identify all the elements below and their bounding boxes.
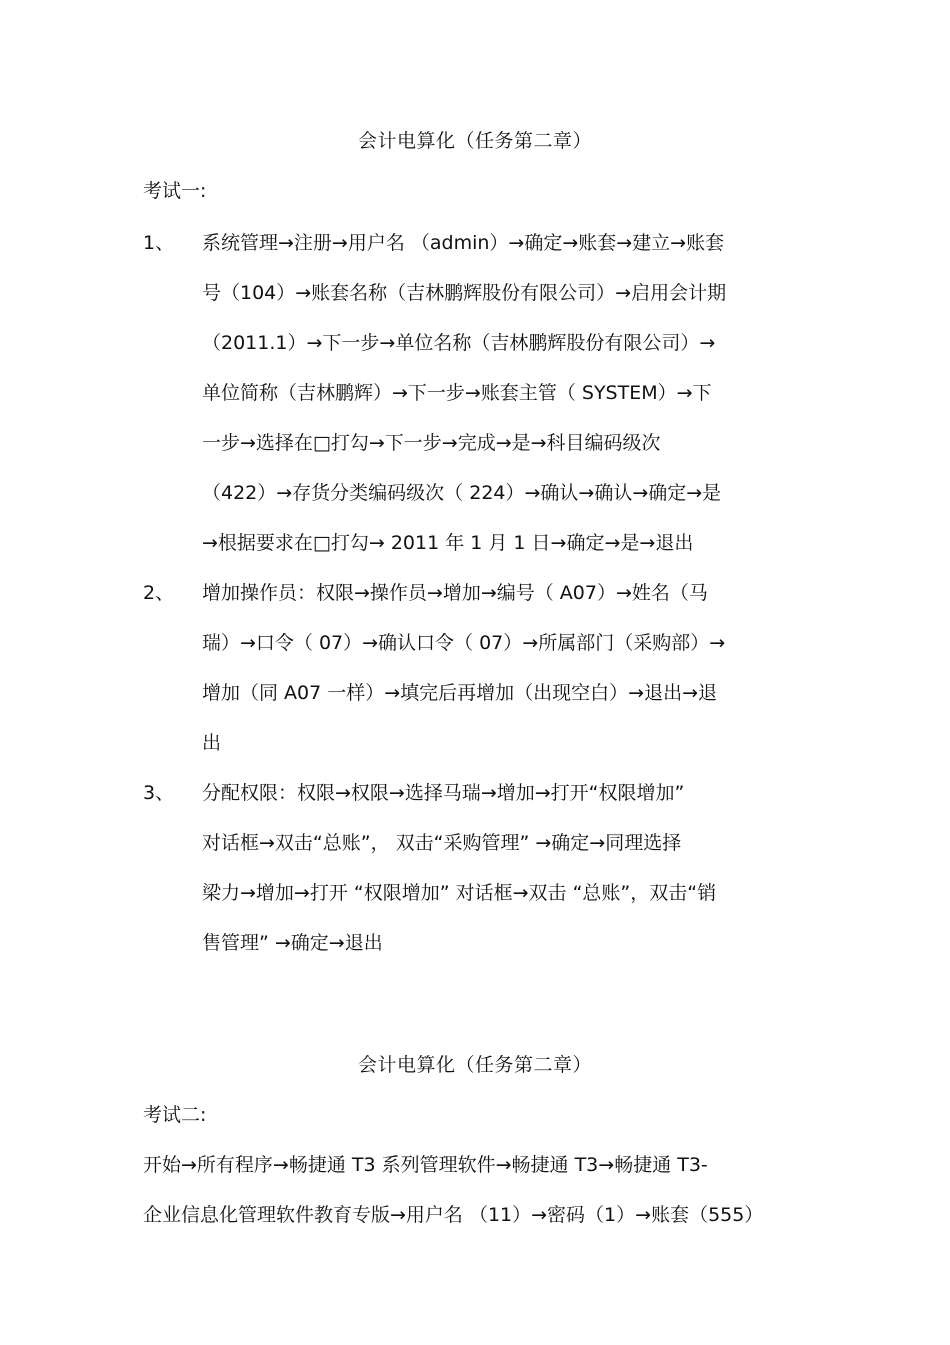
text-line: 梁力→增加→打开 “权限增加” 对话框→双击 “总账”，双击“销 [202, 882, 717, 904]
list-item-number: 3、 [143, 782, 175, 804]
text-line: →根据要求在□打勾→ 2011 年 1 月 1 日→确定→是→退出 [202, 532, 694, 554]
list-item-text [202, 218, 812, 568]
text-line: 系统管理→注册→用户名 （admin）→确定→账套→建立→账套 [202, 232, 725, 254]
list-item-text [202, 568, 812, 768]
text-line: 企业信息化管理软件教育专版→用户名 （11）→密码（1）→账套（555） [143, 1204, 764, 1226]
text-line: 单位简称（吉林鹏辉）→下一步→账套主管（ SYSTEM）→下 [202, 382, 712, 404]
section1-heading: 考试一: [143, 180, 207, 202]
text-line: 开始→所有程序→畅捷通 T3 系列管理软件→畅捷通 T3→畅捷通 T3- [143, 1154, 708, 1176]
section2-paragraph [143, 1140, 813, 1240]
text-line: 分配权限：权限→权限→选择马瑞→增加→打开“权限增加” [202, 782, 685, 804]
section2-heading: 考试二: [143, 1104, 207, 1126]
list-item-number: 2、 [143, 582, 175, 604]
list-item-number: 1、 [143, 232, 175, 254]
text-line: 号（104）→账套名称（吉林鹏辉股份有限公司）→启用会计期 [202, 282, 727, 304]
text-line: 增加操作员：权限→操作员→增加→编号（ A07）→姓名（马 [202, 582, 708, 604]
text-line: 对话框→双击“总账”， 双击“采购管理” →确定→同理选择 [202, 832, 682, 854]
list-item-text [202, 768, 812, 968]
section2-title: 会计电算化（任务第二章） [357, 1054, 592, 1076]
text-line: （2011.1）→下一步→单位名称（吉林鹏辉股份有限公司）→ [202, 332, 716, 354]
section1-title: 会计电算化（任务第二章） [357, 130, 592, 152]
text-line: 出 [202, 732, 222, 754]
text-line: （422）→存货分类编码级次（ 224）→确认→确认→确定→是 [202, 482, 722, 504]
text-line: 瑞）→口令（ 07）→确认口令（ 07）→所属部门（采购部）→ [202, 632, 726, 654]
text-line: 售管理” →确定→退出 [202, 932, 383, 954]
text-line: 增加（同 A07 一样）→填完后再增加（出现空白）→退出→退 [202, 682, 718, 704]
text-line: 一步→选择在□打勾→下一步→完成→是→科目编码级次 [202, 432, 661, 454]
